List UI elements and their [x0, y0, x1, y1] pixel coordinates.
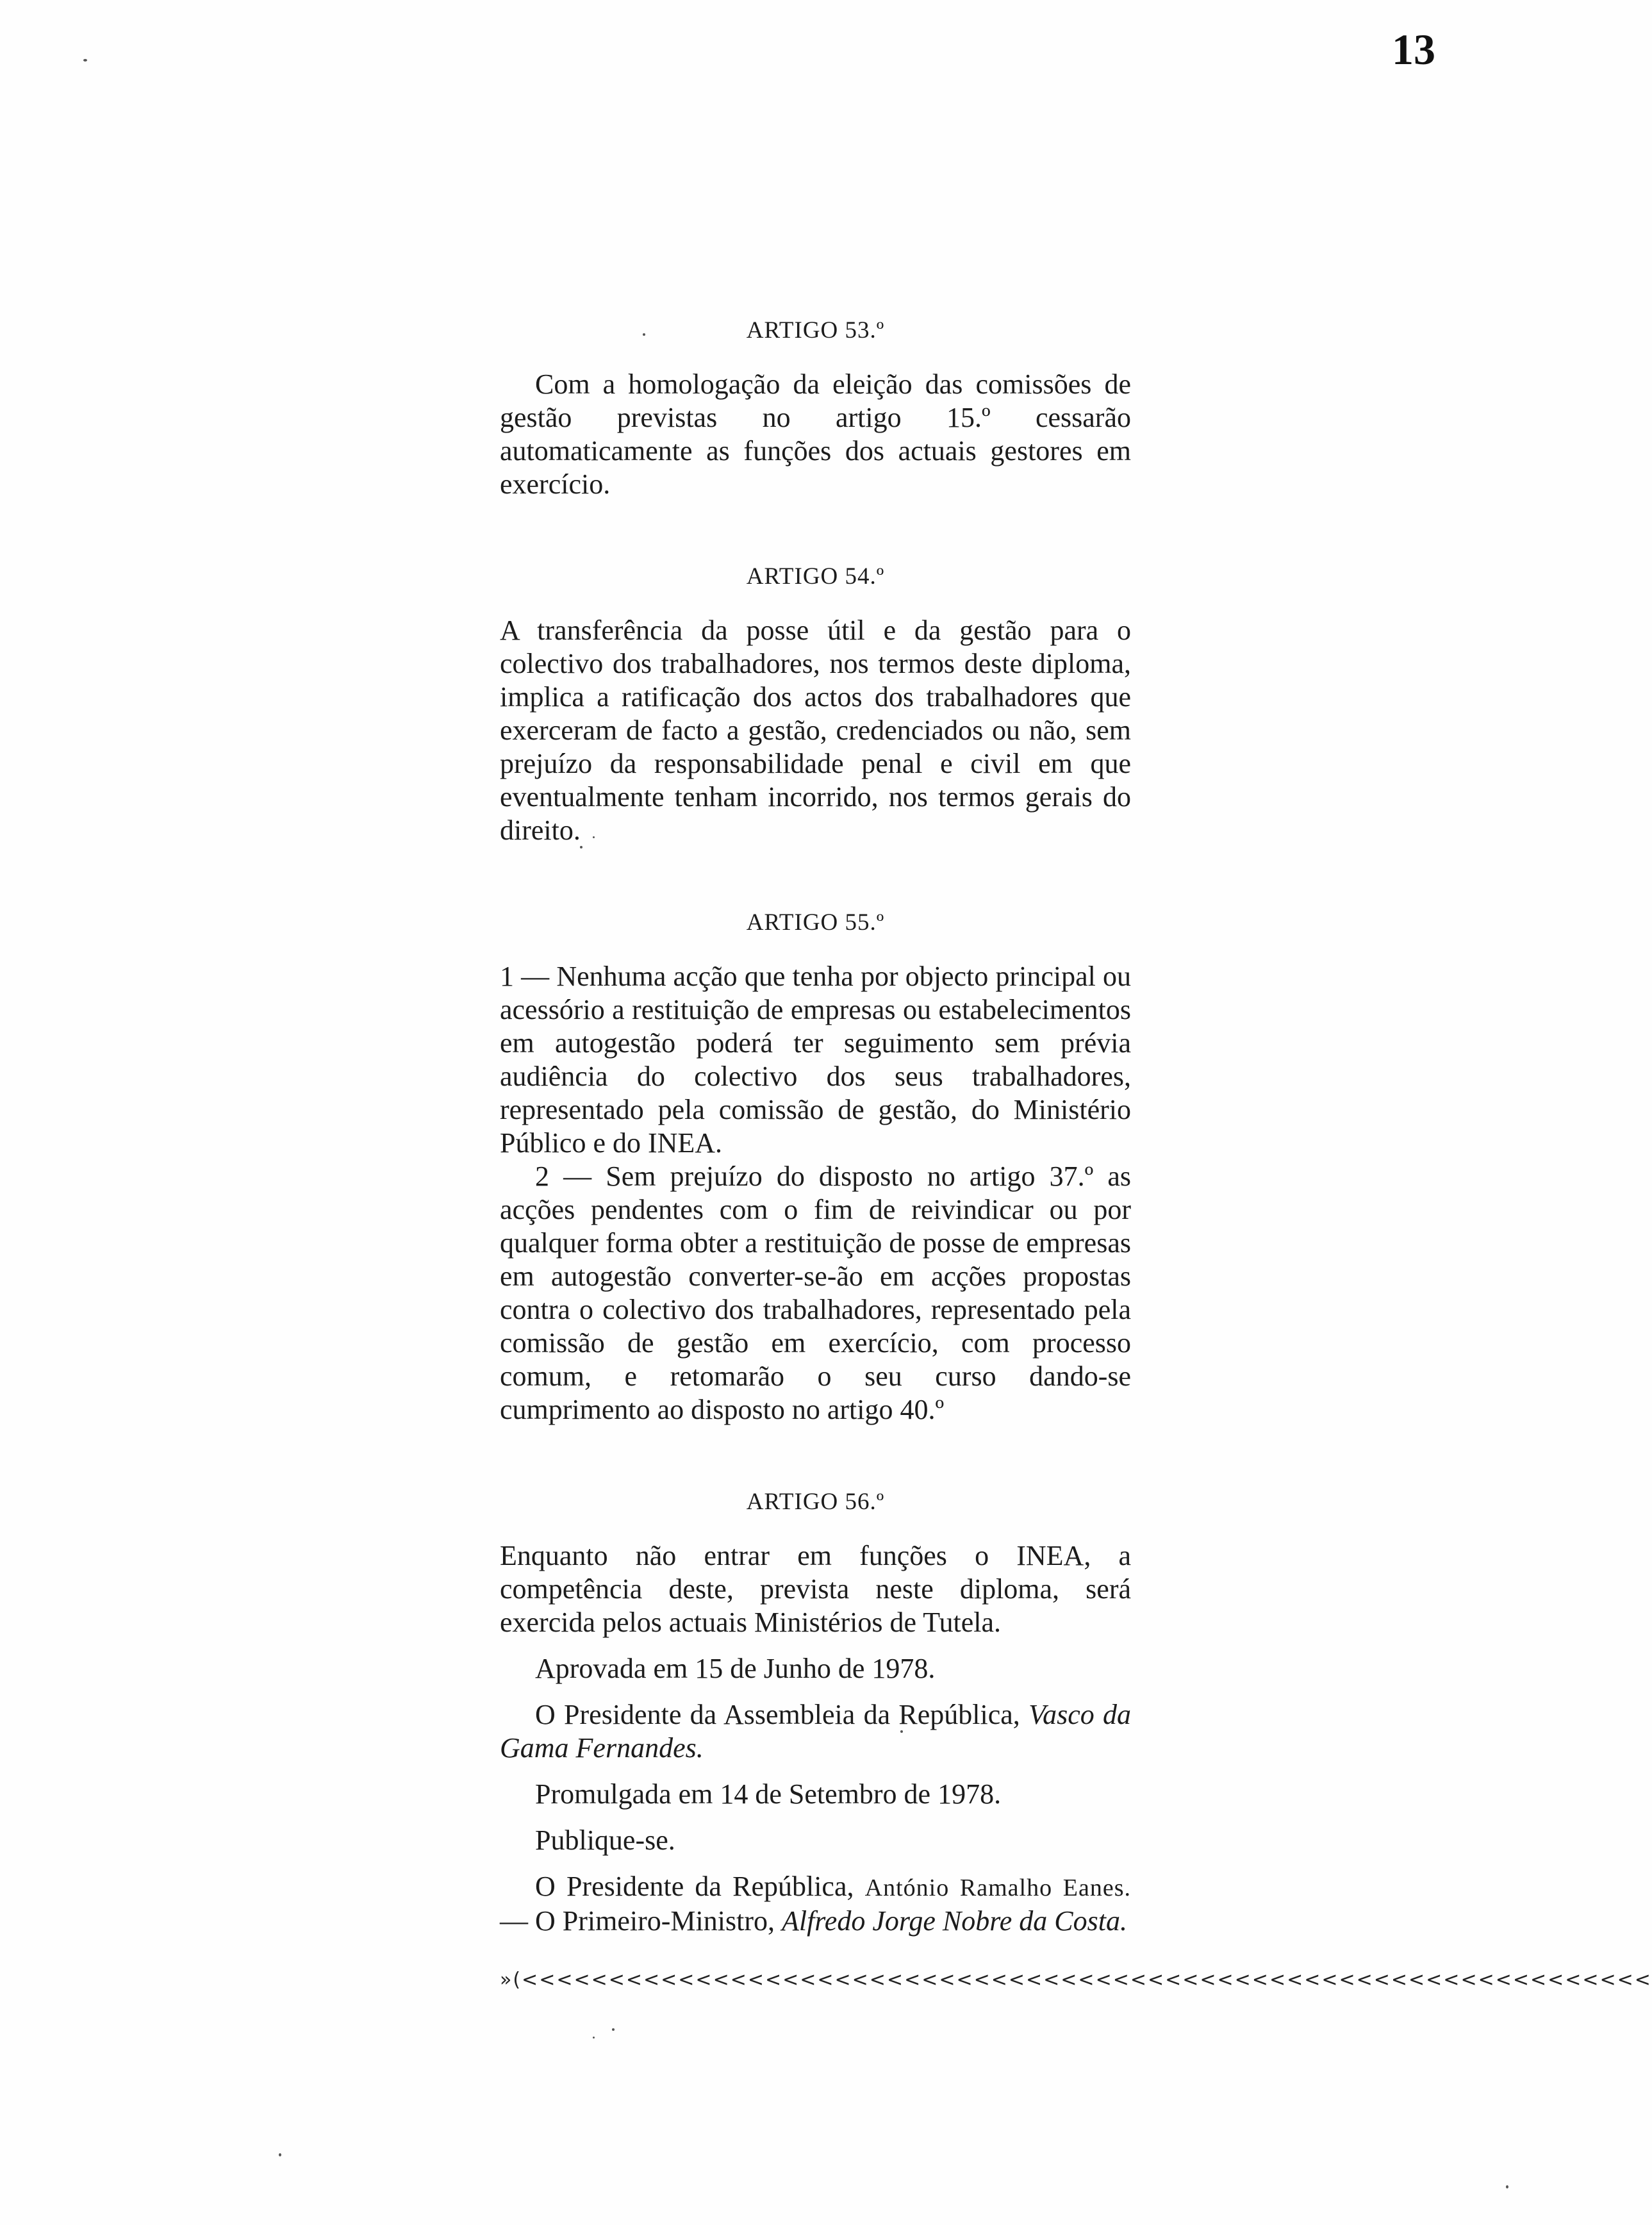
closing-block — [500, 1652, 1131, 1938]
document-body — [500, 314, 1652, 1997]
promulgation-date: Promulgada em 14 de Setembro de 1978. — [535, 1778, 1002, 1810]
approval-date: Aprovada em 15 de Junho de 1978. — [535, 1653, 936, 1684]
article-paragraph: Com a homologação da eleição das comissões de gestão previstas no artigo 15.º cessarão automaticamente as funções dos actuais gestores em exercício. — [500, 368, 1131, 500]
article-55 — [500, 906, 1131, 1427]
page-number: 13 — [1392, 25, 1435, 74]
article-paragraph: 1 — Nenhuma acção que tenha por objecto principal ou acessório a restituição de empresas ou estabelecimentos em autogestão poderá ter seguimento sem prévia audiência do colectivo dos seus trabalhadores, representado pela comissão de gestão, do Ministério Público e do INEA. — [500, 961, 1131, 1159]
article-56 — [500, 1485, 1131, 1639]
article-paragraph: 2 — Sem prejuízo do disposto no artigo 37.º as acções pendentes com o fim de reivindicar ou por qualquer forma obter a restituição de posse de empresas em autogestão converter-se-ão em acções propostas contra o colectivo dos trabalhadores, representado pela comissão de gestão em exercício, com processo comum, e retomarão o seu curso dando-se cumprimento ao disposto no artigo 40.º — [500, 1161, 1131, 1425]
prime-minister-name: Alfredo Jorge Nobre da Costa. — [781, 1905, 1127, 1937]
scan-speck — [612, 2028, 615, 2031]
article-heading: ARTIGO 53.º — [746, 317, 885, 343]
scan-speck — [1506, 2185, 1508, 2188]
article-heading: ARTIGO 55.º — [746, 909, 885, 936]
scan-speck — [593, 2037, 595, 2039]
article-paragraph: Enquanto não entrar em funções o INEA, a competência deste, prevista neste diploma, será exercida pelos actuais Ministérios de Tutela. — [500, 1540, 1131, 1638]
prime-minister-prefix: — O Primeiro-Ministro, — [500, 1905, 775, 1937]
article-paragraph: A transferência da posse útil e da gestão para o colectivo dos trabalhadores, nos termos deste diploma, implica a ratificação dos actos dos trabalhadores que exerceram de facto a gestão, credenciados ou não, sem prejuízo da responsabilidade penal e civil em que eventualmente tenham incorrido, nos termos gerais do direito. — [500, 615, 1131, 846]
assembly-president-name: Vasco da Gama Fernandes. — [500, 1699, 1132, 1764]
signatures-line — [500, 1870, 1131, 1938]
republic-president-prefix: O Presidente da República, — [535, 1871, 854, 1902]
scan-speck — [83, 59, 87, 62]
article-53 — [500, 314, 1131, 501]
article-heading: ARTIGO 54.º — [746, 563, 885, 590]
assembly-president-line — [500, 1698, 1131, 1765]
assembly-president-prefix: O Presidente da Assembleia da República, — [535, 1699, 1020, 1730]
republic-president-name: António Ramalho Eanes. — [864, 1874, 1131, 1901]
publish-order: Publique-se. — [535, 1824, 675, 1856]
article-54 — [500, 560, 1131, 847]
article-heading: ARTIGO 56.º — [746, 1489, 885, 1515]
ornamental-rule: »(<<<<<<<<<<<<<<<<<<<<<<<<<<<<<<<<<<<<<<<<<<<<<<<<<<<<<<<<<<<<<<<<< — [500, 1969, 1652, 1991]
scan-speck — [279, 2153, 281, 2156]
